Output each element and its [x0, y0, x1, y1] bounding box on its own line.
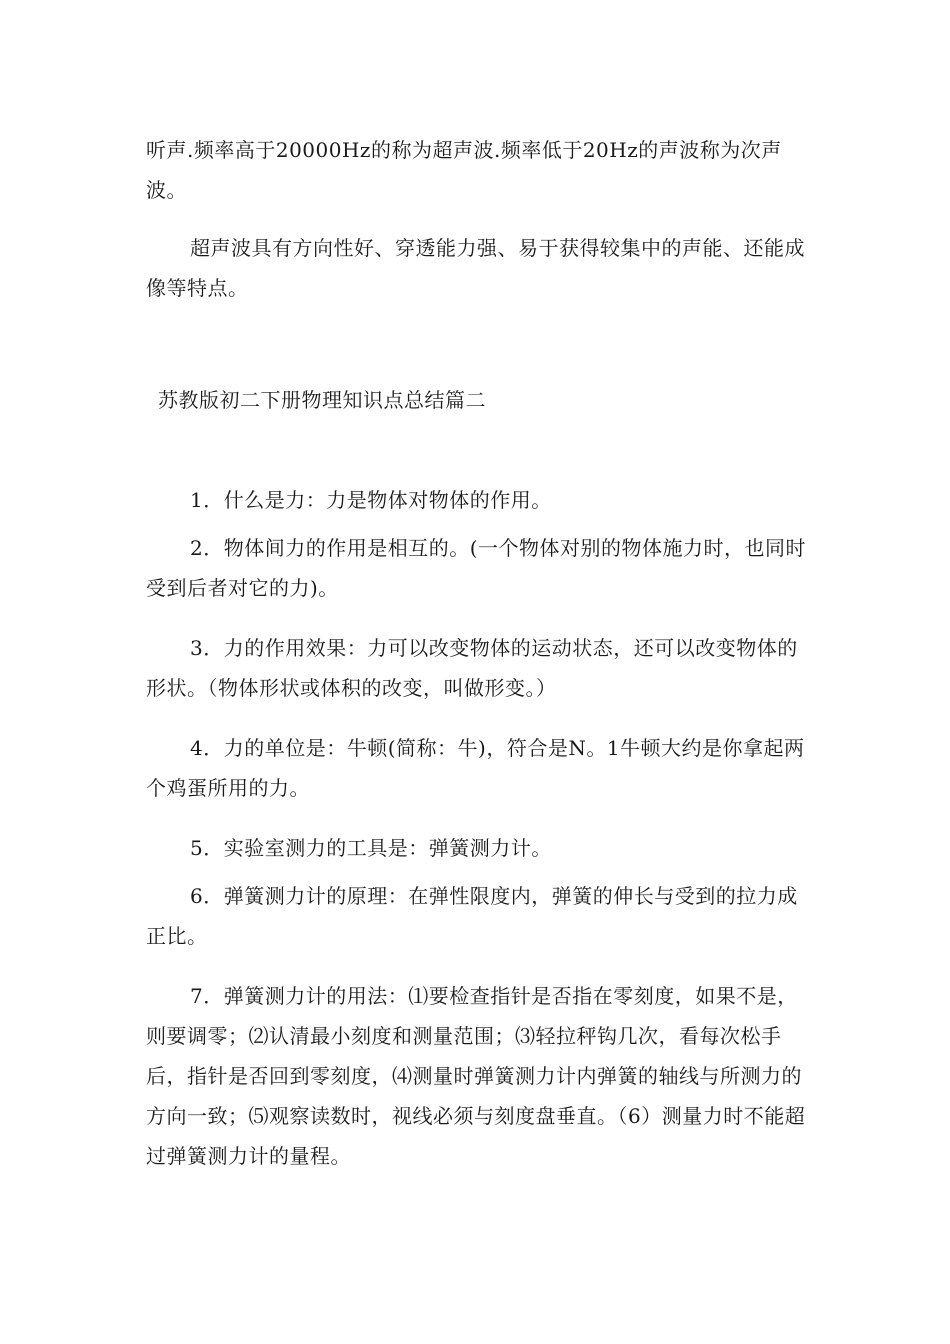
list-item-5: 5．实验室测力的工具是：弹簧测力计。 [190, 836, 552, 860]
list-item-7: 7．弹簧测力计的用法：⑴要检查指针是否指在零刻度，如果不是，则要调零；⑵认清最小刻度和测量范围；⑶轻拉秤钩几次，看每次松手后，指针是否回到零刻度，⑷测量时弹簧测力计内弹簧的轴线与所测力的方向一致；⑸观察读数时，视线必须与刻度盘垂直。（6）测量力时不能超过弹簧测力计的量程。 [146, 984, 806, 1168]
paragraph-ultrasound-features: 超声波具有方向性好、穿透能力强、易于获得较集中的声能、还能成像等特点。 [146, 236, 805, 300]
paragraph-sound-frequency: 听声.频率高于20000Hz的称为超声波.频率低于20Hz的声波称为次声波。 [146, 138, 782, 202]
list-item-3: 3．力的作用效果：力可以改变物体的运动状态，还可以改变物体的形状。（物体形状或体积的改变，叫做形变。） [146, 636, 798, 700]
list-item-6: 6．弹簧测力计的原理：在弹性限度内，弹簧的伸长与受到的拉力成正比。 [146, 884, 798, 948]
list-item-4: 4．力的单位是：牛顿(简称：牛)，符合是N。1牛顿大约是你拿起两个鸡蛋所用的力。 [146, 736, 805, 800]
list-item-2: 2．物体间力的作用是相互的。(一个物体对别的物体施力时，也同时受到后者对它的力)。 [146, 536, 807, 600]
section-heading: 苏教版初二下册物理知识点总结篇二 [158, 388, 486, 412]
list-item-1: 1．什么是力：力是物体对物体的作用。 [190, 488, 552, 512]
